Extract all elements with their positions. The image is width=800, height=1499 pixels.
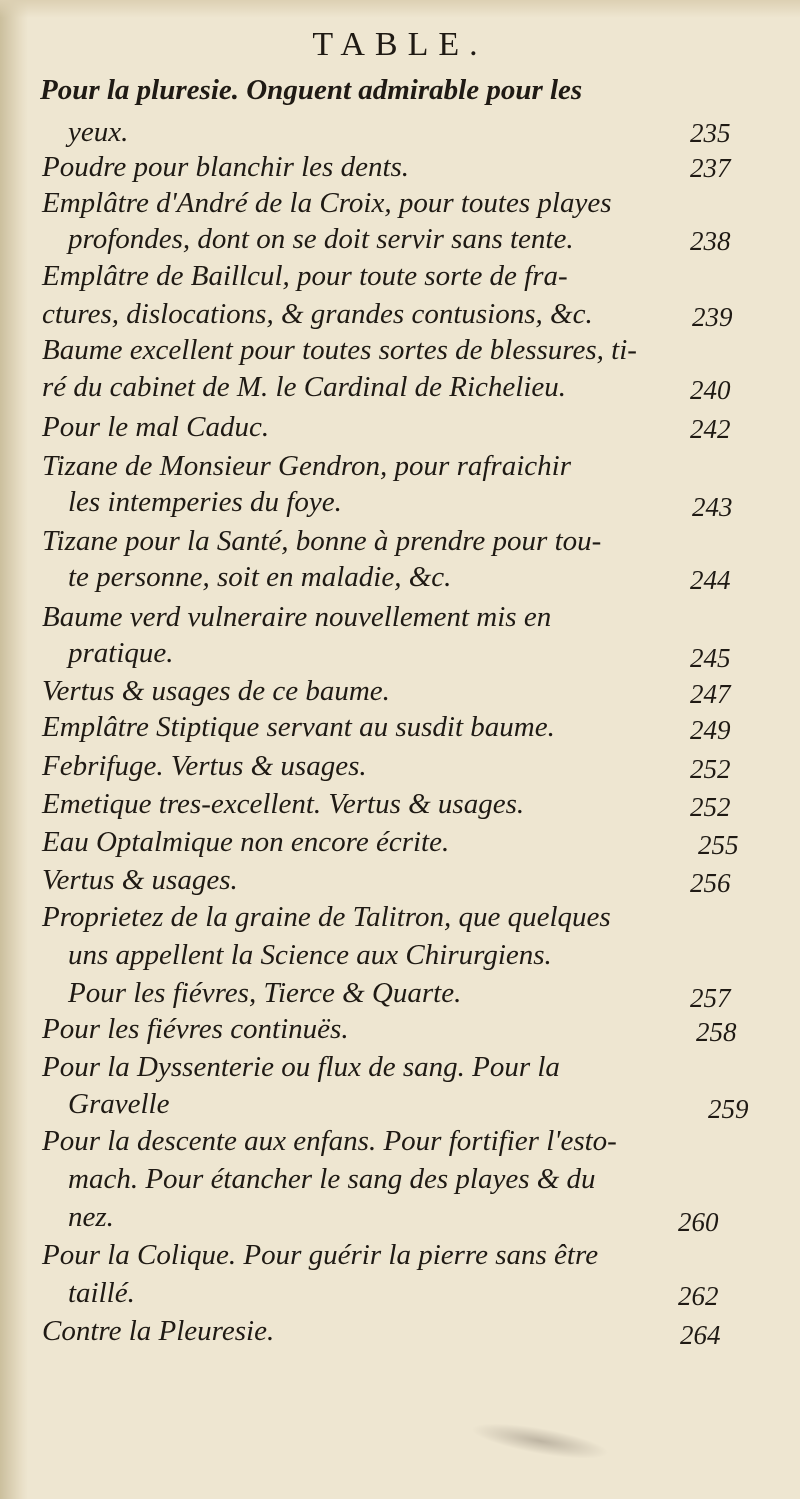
toc-line: Pour les fiévres continuës. (42, 1013, 349, 1045)
toc-line: taillé. (68, 1277, 135, 1309)
toc-line: Gravelle (68, 1088, 170, 1120)
toc-page-number: 264 (680, 1320, 721, 1350)
toc-line: mach. Pour étancher le sang des playes & du (68, 1163, 596, 1195)
toc-page-number: 255 (698, 830, 739, 860)
toc-line: Emplâtre Stiptique servant au susdit baume. (42, 711, 555, 743)
toc-line: ré du cabinet de M. le Cardinal de Richelieu. (42, 371, 567, 403)
toc-line: pratique. (68, 637, 174, 669)
toc-page-number: 240 (690, 375, 731, 405)
page-title: TABLE. (312, 26, 488, 63)
toc-page-number: 242 (690, 414, 731, 444)
toc-page-number: 259 (708, 1094, 749, 1124)
toc-line: Pour la Dyssenterie ou flux de sang. Pour la (42, 1051, 560, 1083)
toc-line: Pour les fiévres, Tierce & Quarte. (68, 977, 462, 1009)
toc-page-number: 258 (696, 1017, 737, 1047)
toc-page-number: 245 (690, 643, 731, 673)
toc-line: Pour la descente aux enfans. Pour fortifier l'esto- (42, 1125, 617, 1157)
page-top-shade (0, 0, 800, 18)
toc-line: Proprietez de la graine de Talitron, que quelques (42, 901, 611, 933)
toc-page-number: 262 (678, 1281, 719, 1311)
toc-page-number: 252 (690, 754, 731, 784)
toc-page-number: 238 (690, 226, 731, 256)
toc-line: Tizane de Monsieur Gendron, pour rafraichir (42, 450, 571, 482)
toc-line: profondes, dont on se doit servir sans tente. (68, 223, 574, 255)
paper-smudge (469, 1416, 611, 1466)
toc-page-number: 237 (690, 153, 731, 183)
toc-line: Emplâtre d'André de la Croix, pour toutes playes (42, 187, 612, 219)
toc-line: Baume verd vulneraire nouvellement mis en (42, 601, 552, 633)
toc-line: Vertus & usages. (42, 864, 238, 896)
toc-page-number: 256 (690, 868, 731, 898)
toc-page-number: 249 (690, 715, 731, 745)
toc-page-number: 260 (678, 1207, 719, 1237)
toc-line: Poudre pour blanchir les dents. (42, 151, 410, 183)
toc-line: ctures, dislocations, & grandes contusions, &c. (42, 298, 593, 330)
toc-line: uns appellent la Science aux Chirurgiens. (68, 939, 552, 971)
toc-page-number: 247 (690, 679, 731, 709)
toc-line: Pour la Colique. Pour guérir la pierre sans être (42, 1239, 599, 1271)
toc-line: Eau Optalmique non encore écrite. (42, 826, 450, 858)
toc-line: Pour la pluresie. Onguent admirable pour les (40, 74, 583, 106)
toc-line: Febrifuge. Vertus & usages. (42, 750, 367, 782)
toc-page-number: 243 (692, 492, 733, 522)
toc-line: yeux. (68, 116, 129, 148)
toc-line: Emetique tres-excellent. Vertus & usages. (42, 788, 525, 820)
toc-line: te personne, soit en maladie, &c. (68, 561, 452, 593)
toc-page-number: 257 (690, 983, 731, 1013)
toc-page-number: 235 (690, 118, 731, 148)
page-gutter-shadow (0, 0, 28, 1499)
toc-line: Contre la Pleuresie. (42, 1315, 275, 1347)
toc-line: nez. (68, 1201, 114, 1233)
toc-line: Pour le mal Caduc. (42, 411, 270, 443)
toc-line: Vertus & usages de ce baume. (42, 675, 390, 707)
toc-line: les intemperies du foye. (68, 486, 342, 518)
toc-line: Baume excellent pour toutes sortes de blessures, ti- (42, 334, 637, 366)
toc-page-number: 239 (692, 302, 733, 332)
toc-line: Tizane pour la Santé, bonne à prendre pour tou- (42, 525, 602, 557)
toc-line: Emplâtre de Baillcul, pour toute sorte de fra- (42, 260, 568, 292)
toc-page-number: 252 (690, 792, 731, 822)
toc-page-number: 244 (690, 565, 731, 595)
